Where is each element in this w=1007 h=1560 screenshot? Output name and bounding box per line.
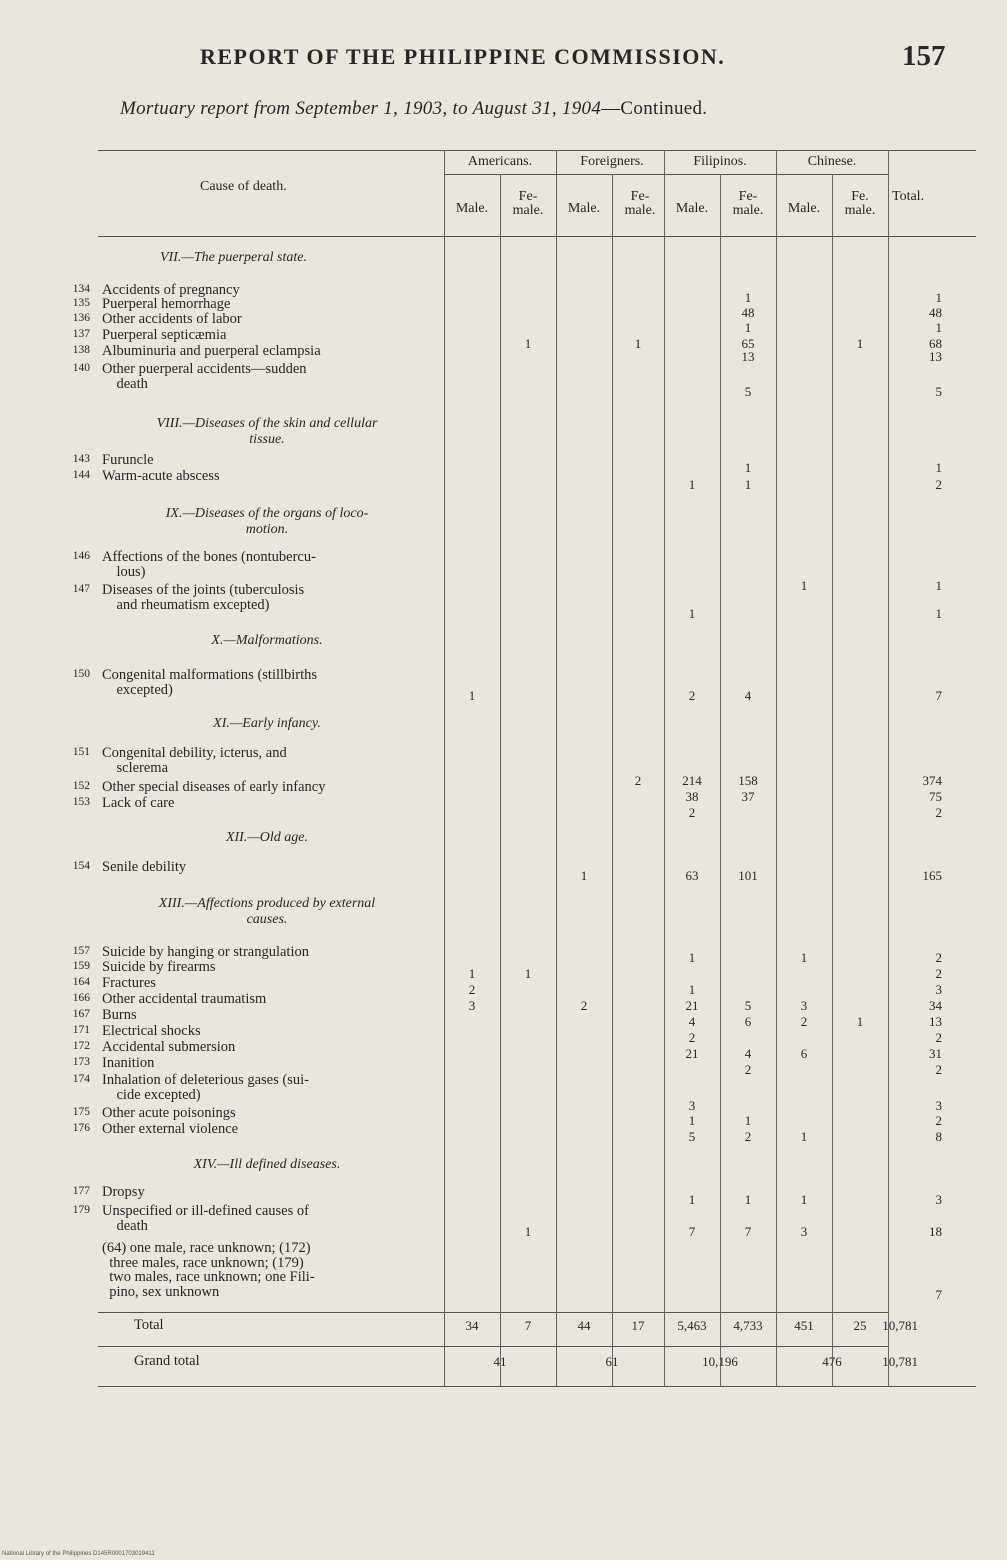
grand-total-cell: 41	[493, 1354, 507, 1369]
female-subheader: Fe- male.	[732, 189, 764, 218]
section-title: VIII.—Diseases of the skin and cellular tissue.	[156, 416, 378, 447]
cell-value: 7	[744, 1224, 752, 1239]
cause-column-header: Cause of death.	[200, 179, 287, 194]
section-title: XIII.—Affections produced by external causes.	[158, 896, 376, 927]
cause-of-death: Electrical shocks	[102, 1023, 201, 1039]
row-total: 3	[935, 982, 942, 997]
cell-value: 1	[688, 606, 696, 621]
row-total: 165	[922, 868, 942, 883]
row-total: 75	[929, 789, 942, 804]
cell-value: 38	[685, 789, 699, 804]
row-total: 34	[929, 998, 942, 1013]
line-number: 144	[72, 469, 90, 481]
row-total: 31	[929, 1046, 942, 1061]
row-total: 374	[922, 773, 942, 788]
cell-value: 1	[524, 336, 532, 351]
cause-of-death: (64) one male, race unknown; (172) three males, race unknown; (179) two males, race unknown; one Fili- pino, sex unknown	[102, 1240, 315, 1300]
row-total: 3	[935, 1098, 942, 1113]
cell-value: 214	[682, 773, 702, 788]
cause-of-death: Other special diseases of early infancy	[102, 779, 326, 795]
cell-value: 2	[744, 1129, 752, 1144]
cell-value: 4	[744, 1046, 752, 1061]
section-title: XIV.—Ill defined diseases.	[193, 1157, 341, 1172]
cell-value: 1	[688, 1192, 696, 1207]
line-number: 176	[72, 1122, 90, 1134]
row-total: 7	[935, 1287, 942, 1302]
row-total: 13	[929, 349, 942, 364]
cell-value: 13	[741, 349, 755, 364]
male-subheader: Male.	[455, 201, 489, 216]
column-rule	[720, 174, 721, 1386]
table-header-rule	[98, 236, 976, 237]
cell-value: 1	[744, 1113, 752, 1128]
cause-of-death: Burns	[102, 1007, 137, 1023]
cell-value: 1	[688, 1113, 696, 1128]
cell-value: 2	[468, 982, 476, 997]
section-title: X.—Malformations.	[211, 633, 323, 648]
cell-value: 1	[800, 1192, 808, 1207]
cause-of-death: Affections of the bones (nontubercu- lous)	[102, 549, 316, 580]
line-number: 174	[72, 1073, 90, 1085]
total-rule	[98, 1312, 888, 1313]
cell-value: 2	[688, 805, 696, 820]
column-rule	[664, 150, 665, 1386]
column-rule	[776, 150, 777, 1386]
filipinos-header: Filipinos.	[693, 154, 747, 169]
total-cell: 451	[794, 1318, 814, 1333]
foreigners-header: Foreigners.	[580, 154, 644, 169]
americans-header: Americans.	[467, 154, 533, 169]
cell-value: 3	[800, 998, 808, 1013]
cause-of-death: Accidental submersion	[102, 1039, 236, 1055]
line-number: 135	[72, 297, 90, 309]
cause-of-death: Suicide by hanging or strangulation	[102, 944, 309, 960]
line-number: 167	[72, 1008, 90, 1020]
female-subheader: Fe. male.	[844, 189, 876, 218]
line-number: 164	[72, 976, 90, 988]
cell-value: 1	[580, 868, 588, 883]
row-total: 48	[929, 305, 942, 320]
cell-value: 21	[685, 998, 699, 1013]
cell-value: 1	[688, 950, 696, 965]
cell-value: 7	[688, 1224, 696, 1239]
male-subheader: Male.	[567, 201, 601, 216]
cell-value: 1	[800, 578, 808, 593]
grand-total-label: Grand total	[134, 1353, 200, 1369]
line-number: 136	[72, 312, 90, 324]
cell-value: 1	[688, 477, 696, 492]
male-subheader: Male.	[675, 201, 709, 216]
cell-value: 2	[580, 998, 588, 1013]
column-rule	[500, 174, 501, 1386]
cause-of-death: Other accidents of labor	[102, 311, 242, 327]
section-title: VII.—The puerperal state.	[160, 250, 307, 265]
cause-of-death: Puerperal hemorrhage	[102, 296, 231, 312]
cell-value: 1	[744, 320, 752, 335]
grand-total-cell: 476	[822, 1354, 842, 1369]
row-total: 1	[935, 460, 942, 475]
cause-of-death: Warm-acute abscess	[102, 468, 220, 484]
row-total: 1	[935, 320, 942, 335]
total-sum: 10,781	[882, 1318, 918, 1333]
cell-value: 63	[685, 868, 699, 883]
cell-value: 2	[744, 1062, 752, 1077]
cause-of-death: Other external violence	[102, 1121, 239, 1137]
row-total: 3	[935, 1192, 942, 1207]
line-number: 138	[72, 344, 90, 356]
section-title: XII.—Old age.	[225, 830, 309, 845]
row-total: 2	[935, 477, 942, 492]
line-number: 159	[72, 960, 90, 972]
column-rule	[832, 174, 833, 1386]
table-subtitle	[120, 98, 707, 120]
cell-value: 1	[800, 950, 808, 965]
cause-of-death: Puerperal septicæmia	[102, 327, 227, 343]
cell-value: 1	[634, 336, 642, 351]
cell-value: 1	[468, 688, 476, 703]
line-number: 140	[72, 362, 90, 374]
line-number: 172	[72, 1040, 90, 1052]
total-cell: 44	[577, 1318, 591, 1333]
row-total: 1	[935, 290, 942, 305]
cause-of-death: Senile debility	[102, 859, 187, 875]
row-total: 18	[929, 1224, 942, 1239]
row-total: 2	[935, 966, 942, 981]
subtitle-main: Mortuary report from September 1, 1903, to August 31, 1904	[120, 98, 602, 119]
row-total: 68	[929, 336, 942, 351]
row-total: 5	[935, 384, 942, 399]
line-number: 177	[72, 1185, 90, 1197]
line-number: 146	[72, 550, 90, 562]
group-subrule	[444, 174, 888, 175]
line-number: 179	[72, 1204, 90, 1216]
row-total: 2	[935, 1113, 942, 1128]
page-header-title: REPORT OF THE PHILIPPINE COMMISSION.	[200, 44, 726, 69]
cell-value: 1	[856, 336, 864, 351]
grand-total-sum: 10,781	[882, 1354, 918, 1369]
line-number: 147	[72, 583, 90, 595]
total-cell: 4,733	[733, 1318, 763, 1333]
page-number: 157	[902, 40, 946, 72]
line-number: 171	[72, 1024, 90, 1036]
cell-value: 1	[744, 1192, 752, 1207]
cause-of-death: Diseases of the joints (tuberculosis and rheumatism excepted)	[102, 582, 305, 613]
section-title: XI.—Early infancy.	[213, 716, 321, 731]
cell-value: 5	[744, 998, 752, 1013]
cause-of-death: Unspecified or ill-defined causes of death	[102, 1203, 309, 1234]
cell-value: 2	[800, 1014, 808, 1029]
mortuary-table	[72, 140, 976, 1392]
cell-value: 3	[468, 998, 476, 1013]
total-column-header: Total.	[892, 189, 925, 204]
grand-total-rule	[98, 1346, 888, 1347]
row-total: 2	[935, 1030, 942, 1045]
female-subheader: Fe- male.	[512, 189, 544, 218]
line-number: 157	[72, 945, 90, 957]
grand-total-cell: 10,196	[702, 1354, 738, 1369]
total-cell: 34	[465, 1318, 479, 1333]
cause-of-death: Lack of care	[102, 795, 175, 811]
total-cell: 7	[524, 1318, 532, 1333]
total-cell: 25	[853, 1318, 867, 1333]
cell-value: 65	[741, 336, 755, 351]
cause-of-death: Inanition	[102, 1055, 155, 1071]
cause-of-death: Other puerperal accidents—sudden death	[102, 361, 307, 392]
cell-value: 1	[468, 966, 476, 981]
row-total: 1	[935, 606, 942, 621]
line-number: 143	[72, 453, 90, 465]
line-number: 134	[72, 283, 90, 295]
cell-value: 1	[856, 1014, 864, 1029]
cause-of-death: Suicide by firearms	[102, 959, 216, 975]
cause-of-death: Furuncle	[102, 452, 154, 468]
cell-value: 48	[741, 305, 755, 320]
line-number: 150	[72, 668, 90, 680]
row-total: 2	[935, 1062, 942, 1077]
cell-value: 1	[524, 966, 532, 981]
cause-of-death: Albuminuria and puerperal eclampsia	[102, 343, 321, 359]
cell-value: 6	[800, 1046, 808, 1061]
total-cell: 17	[631, 1318, 645, 1333]
row-total: 2	[935, 805, 942, 820]
row-total: 2	[935, 950, 942, 965]
cell-value: 4	[688, 1014, 696, 1029]
cause-of-death: Congenital malformations (stillbirths excepted)	[102, 667, 318, 698]
cause-of-death: Dropsy	[102, 1184, 145, 1200]
cell-value: 6	[744, 1014, 752, 1029]
line-number: 151	[72, 746, 90, 758]
column-rule	[888, 150, 889, 1386]
cell-value: 1	[688, 982, 696, 997]
chinese-header: Chinese.	[807, 154, 857, 169]
cause-of-death: Other acute poisonings	[102, 1105, 236, 1121]
column-rule	[444, 150, 445, 1386]
female-subheader: Fe- male.	[624, 189, 656, 218]
row-total: 7	[935, 688, 942, 703]
table-top-rule	[98, 150, 976, 151]
line-number: 166	[72, 992, 90, 1004]
row-total: 13	[929, 1014, 942, 1029]
cause-of-death: Inhalation of deleterious gases (sui- cide excepted)	[102, 1072, 309, 1103]
section-title: IX.—Diseases of the organs of loco- motion.	[165, 506, 369, 537]
subtitle-continued: —Continued.	[601, 98, 708, 119]
cell-value: 3	[688, 1098, 696, 1113]
cause-of-death: Congenital debility, icterus, and sclerema	[102, 745, 287, 776]
row-total: 8	[935, 1129, 942, 1144]
cell-value: 158	[738, 773, 758, 788]
column-rule	[612, 174, 613, 1386]
row-total: 1	[935, 578, 942, 593]
total-cell: 5,463	[677, 1318, 707, 1333]
cause-of-death: Accidents of pregnancy	[102, 282, 240, 298]
cell-value: 5	[744, 384, 752, 399]
cell-value: 21	[685, 1046, 699, 1061]
cell-value: 3	[800, 1224, 808, 1239]
cell-value: 1	[800, 1129, 808, 1144]
cause-of-death: Other accidental traumatism	[102, 991, 267, 1007]
grand-total-cell: 61	[605, 1354, 619, 1369]
cell-value: 1	[744, 290, 752, 305]
cell-value: 2	[634, 773, 642, 788]
line-number: 154	[72, 860, 90, 872]
cell-value: 1	[524, 1224, 532, 1239]
cell-value: 101	[738, 868, 758, 883]
column-rule	[556, 150, 557, 1386]
line-number: 152	[72, 780, 90, 792]
cell-value: 2	[688, 1030, 696, 1045]
line-number: 175	[72, 1106, 90, 1118]
total-label: Total	[134, 1317, 164, 1333]
male-subheader: Male.	[787, 201, 821, 216]
cell-value: 2	[688, 688, 696, 703]
line-number: 173	[72, 1056, 90, 1068]
cell-value: 4	[744, 688, 752, 703]
table-bottom-rule	[98, 1386, 976, 1387]
cell-value: 1	[744, 460, 752, 475]
cell-value: 5	[688, 1129, 696, 1144]
line-number: 137	[72, 328, 90, 340]
cause-of-death: Fractures	[102, 975, 156, 991]
cell-value: 37	[741, 789, 755, 804]
scan-footer: National Library of the Philippines D145R0001703019411	[2, 1551, 155, 1557]
line-number: 153	[72, 796, 90, 808]
cell-value: 1	[744, 477, 752, 492]
